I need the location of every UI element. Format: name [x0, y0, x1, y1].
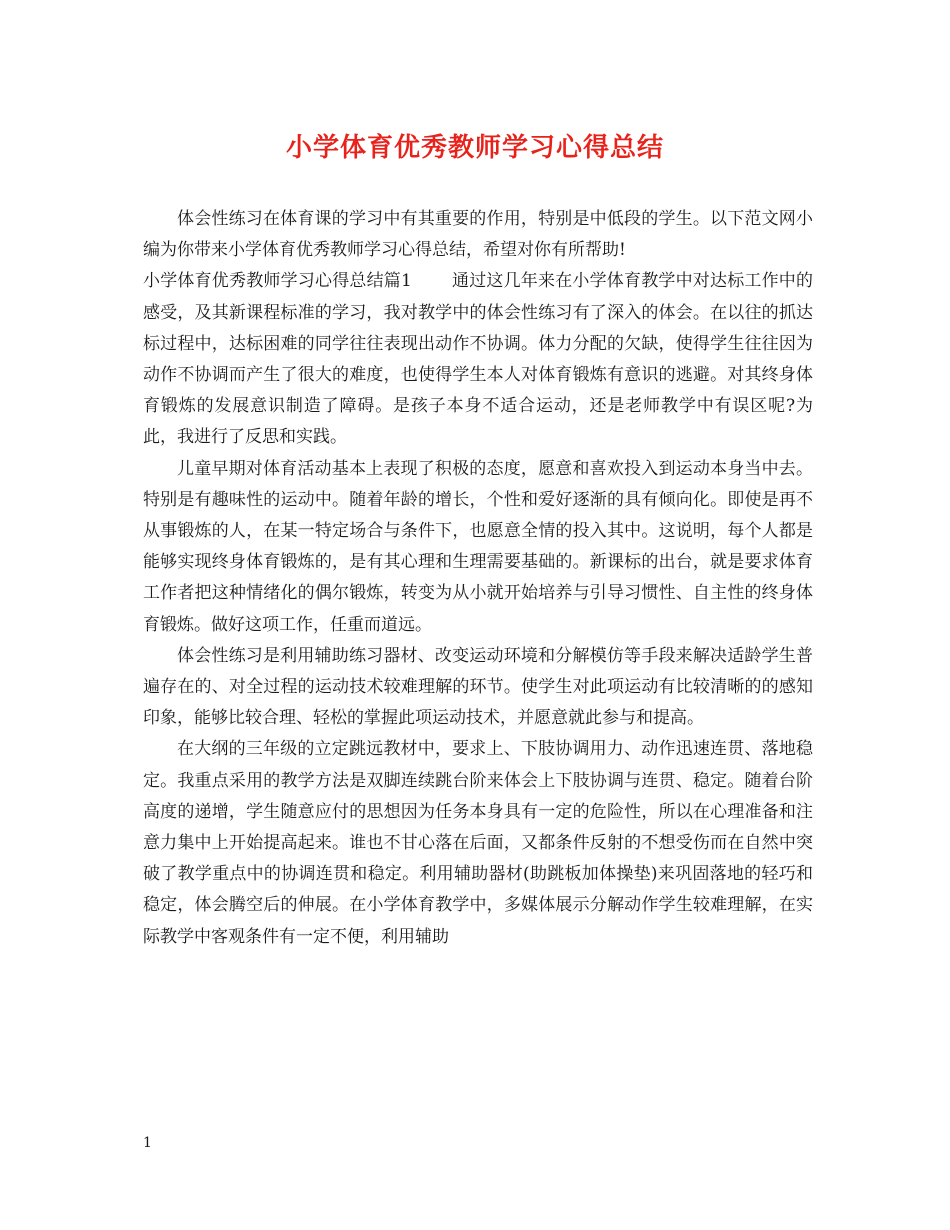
- body-paragraph-3: 在大纲的三年级的立定跳远教材中，要求上、下肢协调用力、动作迅速连贯、落地稳定。我重点采用的教学方法是双脚连续跳台阶来体会上下肢协调与连贯、稳定。随着台阶高度的递增，学生随意应付的思想因为任务本身具有一定的危险性，所以在心理准备和注意力集中上开始提高起来。谁也不甘心落在后面，又都条件反射的不想受伤而在自然中突破了教学重点中的协调连贯和稳定。利用辅助器材(助跳板加体操垫)来巩固落地的轻巧和稳定，体会腾空后的伸展。在小学体育教学中，多媒体展示分解动作学生较难理解，在实际教学中客观条件有一定不便，利用辅助: [143, 739, 813, 947]
- section-first-paragraph: 通过这几年来在小学体育教学中对达标工作中的感受，及其新课程标准的学习，我对教学中的体会性练习有了深入的体会。在以往的抓达标过程中，达标困难的同学往往表现出动作不协调。体力分配的欠缺，使得学生往往因为动作不协调而产生了很大的难度，也使得学生本人对体育锻炼有意识的逃避。对其终身体育锻炼的发展意识制造了障碍。是孩子本身不适合运动，还是老师教学中有误区呢?为此，我进行了反思和实践。: [143, 271, 813, 448]
- section-block: [143, 266, 813, 453]
- page-number: 1: [143, 1135, 152, 1151]
- document-body: [143, 204, 813, 953]
- body-paragraph-1: 儿童早期对体育活动基本上表现了积极的态度，愿意和喜欢投入到运动本身当中去。特别是有趣味性的运动中。随着年龄的增长，个性和爱好逐渐的具有倾向化。即使是再不从事锻炼的人，在某一特定场合与条件下，也愿意全情的投入其中。这说明，每个人都是能够实现终身体育锻炼的，是有其心理和生理需要基础的。新课标的出台，就是要求体育工作者把这种情绪化的偶尔锻炼，转变为从小就开始培养与引导习惯性、自主性的终身体育锻炼。做好这项工作，任重而道远。: [143, 458, 813, 635]
- intro-paragraph: 体会性练习在体育课的学习中有其重要的作用，特别是中低段的学生。以下范文网小编为你带来小学体育优秀教师学习心得总结，希望对你有所帮助!: [143, 209, 813, 261]
- section-heading: 小学体育优秀教师学习心得总结篇1: [143, 271, 412, 292]
- document-title: 小学体育优秀教师学习心得总结: [285, 133, 664, 163]
- body-paragraph-2: 体会性练习是利用辅助练习器材、改变运动环境和分解模仿等手段来解决适龄学生普遍存在的、对全过程的运动技术较难理解的环节。使学生对此项运动有比较清晰的的感知印象，能够比较合理、轻松的掌握此项运动技术，并愿意就此参与和提高。: [143, 645, 813, 729]
